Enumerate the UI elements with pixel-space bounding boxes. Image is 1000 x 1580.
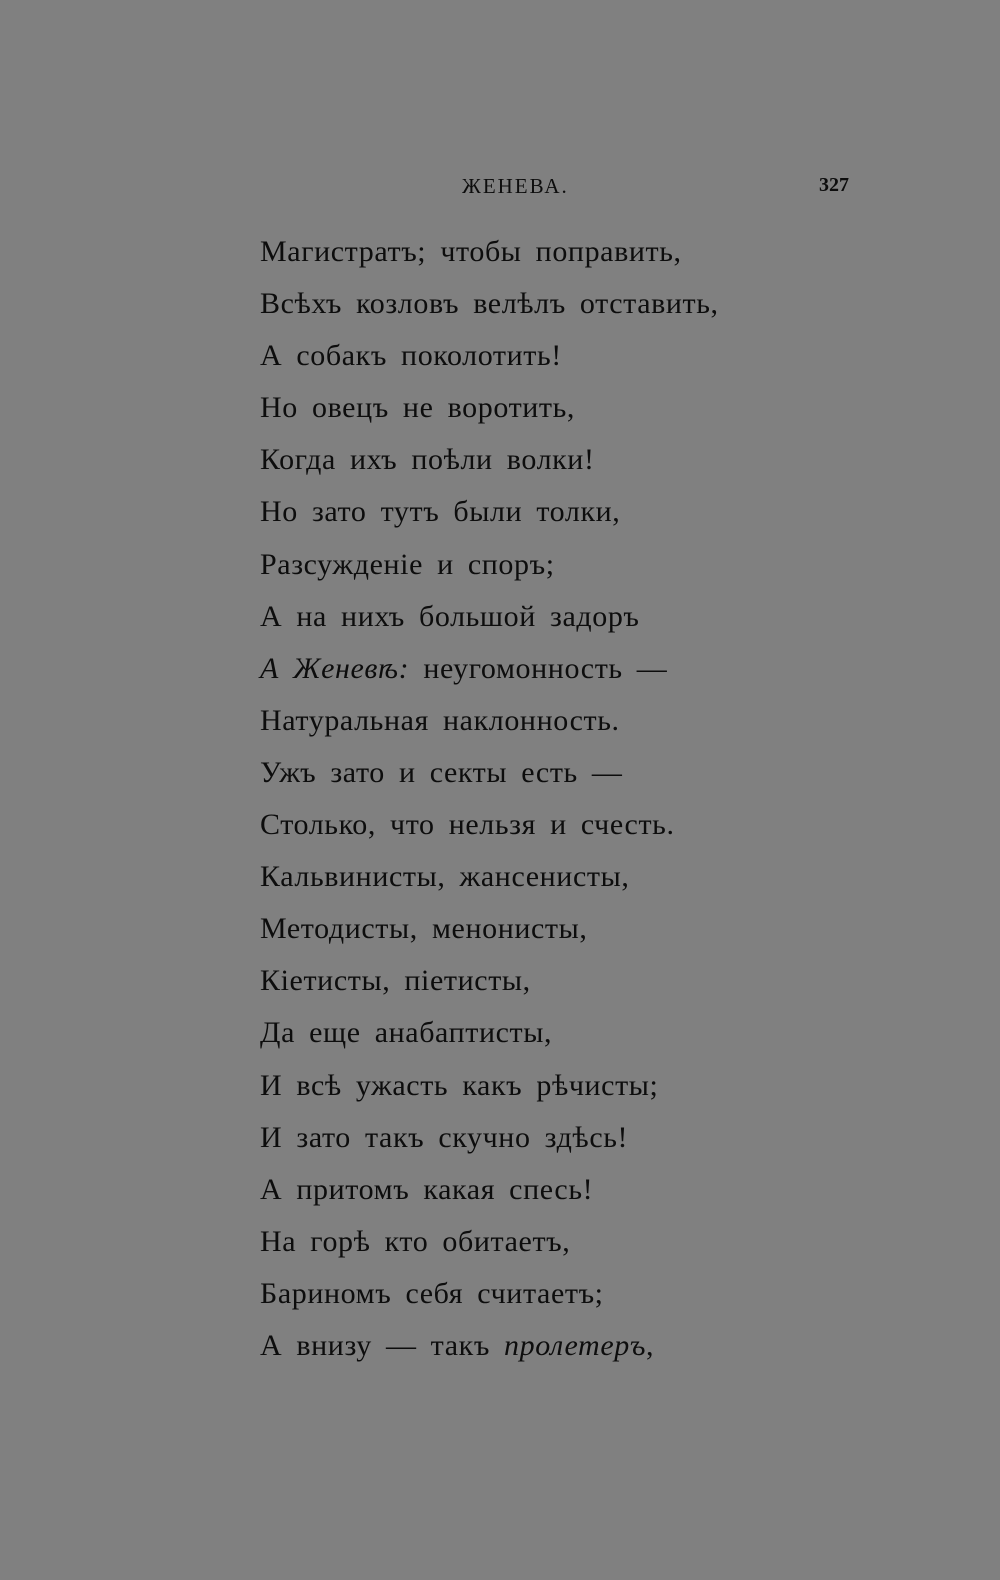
line-text: А внизу — такъ bbox=[260, 1328, 505, 1362]
italic-text: А Женевѣ: bbox=[260, 651, 410, 685]
line-text: Разсужденіе и споръ; bbox=[260, 547, 555, 581]
line-text: А на нихъ большой задоръ bbox=[260, 599, 640, 633]
poem-line bbox=[260, 597, 880, 649]
poem-line bbox=[260, 440, 880, 492]
poem-line bbox=[260, 701, 880, 753]
poem-line bbox=[260, 284, 880, 336]
line-text: Натуральная наклонность. bbox=[260, 703, 620, 737]
line-text: А собакъ поколотить! bbox=[260, 339, 562, 373]
poem-line bbox=[260, 1274, 880, 1326]
line-text: , bbox=[646, 1328, 655, 1362]
line-text: А притомъ какая спесь! bbox=[260, 1172, 594, 1206]
poem-line bbox=[260, 753, 880, 805]
poem-line bbox=[260, 1222, 880, 1274]
poem-line bbox=[260, 961, 880, 1013]
running-head bbox=[0, 174, 1000, 204]
line-text: Кальвинисты, жансенисты, bbox=[260, 860, 630, 894]
poem-line bbox=[260, 336, 880, 388]
poem-line bbox=[260, 857, 880, 909]
line-text: Но зато тутъ были толки, bbox=[260, 495, 621, 529]
line-text: Методисты, менонисты, bbox=[260, 912, 588, 946]
poem-line bbox=[260, 1013, 880, 1065]
line-text: Ужъ зато и секты есть — bbox=[260, 755, 623, 789]
running-title: ЖЕНЕВА. bbox=[462, 174, 569, 198]
line-text: И зато такъ скучно здѣсь! bbox=[260, 1120, 629, 1154]
line-text: Когда ихъ поѣли волки! bbox=[260, 443, 595, 477]
line-text: Кіетисты, піетисты, bbox=[260, 964, 531, 998]
line-text: Да еще анабаптисты, bbox=[260, 1016, 553, 1050]
line-text: Столько, что нельзя и счесть. bbox=[260, 808, 675, 842]
line-text: И всѣ ужасть какъ рѣчисты; bbox=[260, 1068, 659, 1102]
poem-line bbox=[260, 545, 880, 597]
poem-line bbox=[260, 805, 880, 857]
poem-line bbox=[260, 1170, 880, 1222]
poem-line bbox=[260, 232, 880, 284]
poem-line bbox=[260, 649, 880, 701]
italic-text: пролетеръ bbox=[504, 1328, 646, 1362]
poem-text bbox=[260, 232, 880, 1378]
poem-line bbox=[260, 909, 880, 961]
poem-line bbox=[260, 1118, 880, 1170]
line-text: Магистратъ; чтобы поправить, bbox=[260, 235, 682, 268]
poem-line bbox=[260, 1326, 880, 1378]
poem-line bbox=[260, 388, 880, 440]
line-text: Но овецъ не воротить, bbox=[260, 391, 576, 425]
poem-line bbox=[260, 492, 880, 544]
line-text: неугомонность — bbox=[409, 651, 668, 685]
line-text: На горѣ кто обитаетъ, bbox=[260, 1224, 571, 1258]
poem-line bbox=[260, 1066, 880, 1118]
page-number: 327 bbox=[819, 174, 849, 196]
line-text: Всѣхъ козловъ велѣлъ отставить, bbox=[260, 287, 719, 321]
line-text: Бариномъ себя считаетъ; bbox=[260, 1276, 604, 1310]
